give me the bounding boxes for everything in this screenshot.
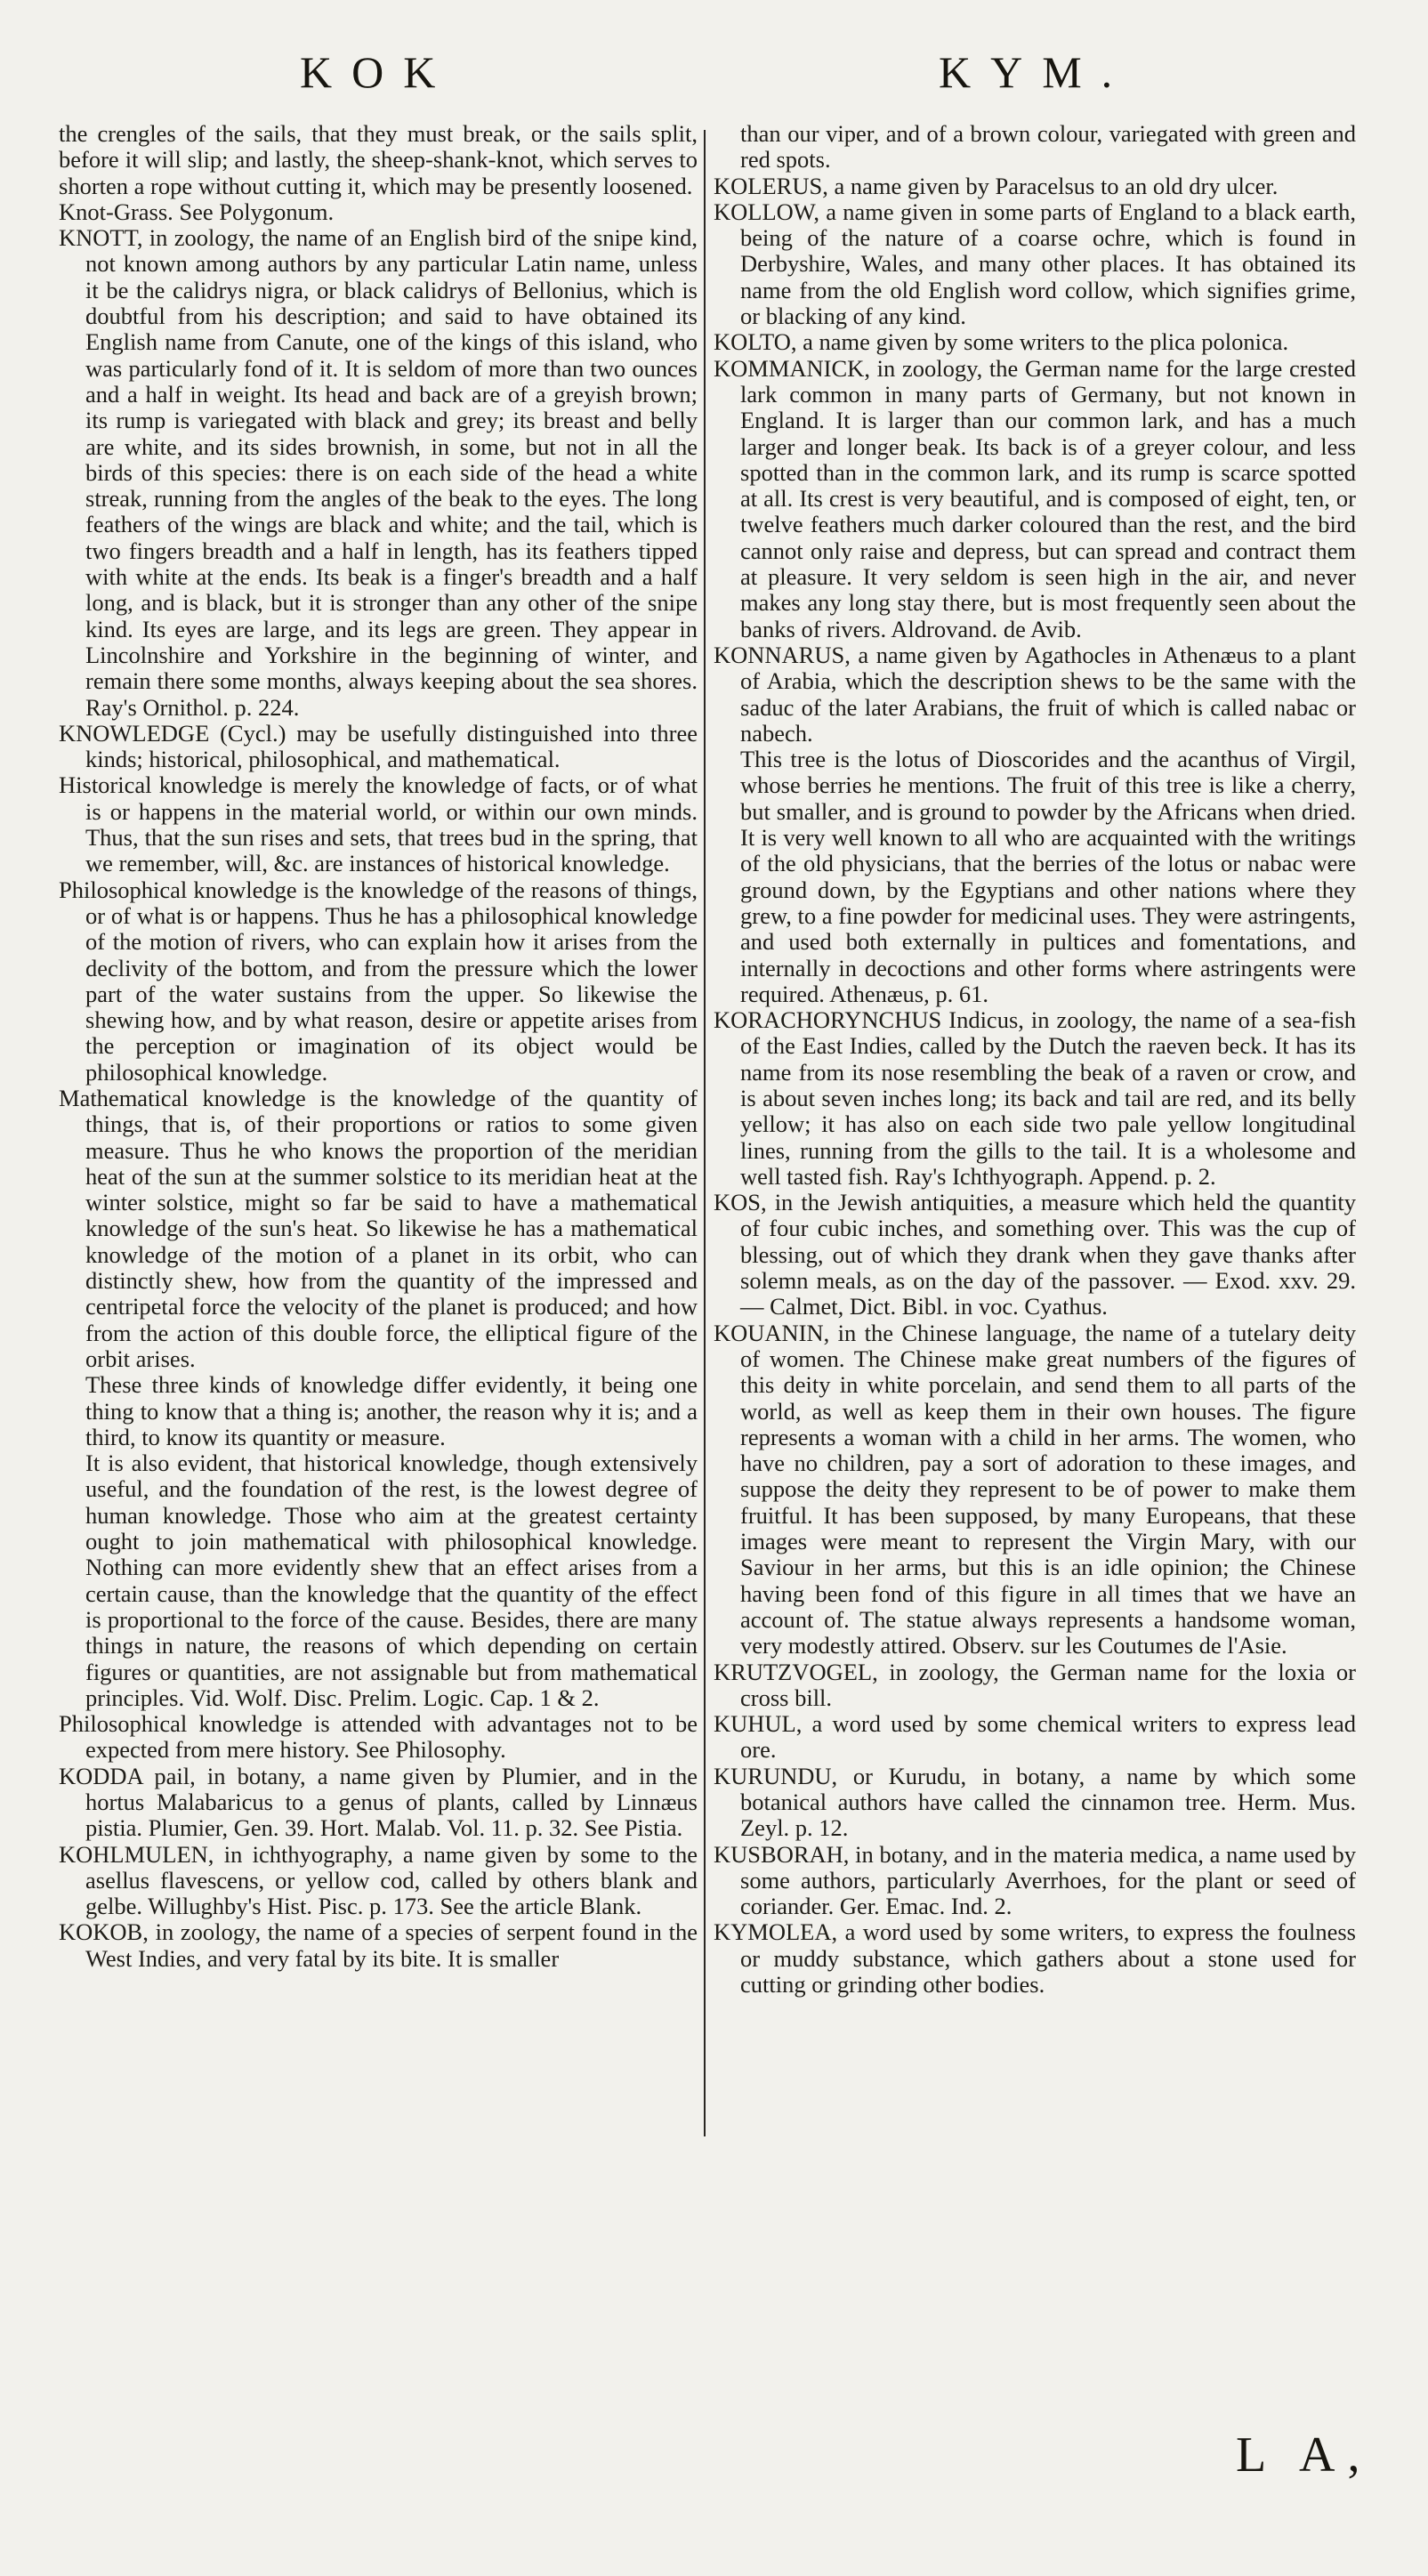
entry-paragraph: Knot-Grass. See Polygonum. [59, 198, 335, 225]
entry-paragraph: KUSBORAH, in botany, and in the materia medica, a name used by some authors, particularly Averrhoes, for the plant or seed of coriander. Ger. Emac. Ind. 2. [714, 1840, 1356, 1920]
running-head-right: KYM. [939, 47, 1133, 97]
entry-paragraph: KOLERUS, a name given by Paracelsus to an old dry ulcer. [714, 172, 1279, 199]
entry-paragraph: These three kinds of knowledge differ evidently, it being one thing to know that a thing is; another, the reason why it is; and a third, to know its quantity or measure. [85, 1371, 698, 1450]
entry-paragraph: KOLTO, a name given by some writers to the plica polonica. [714, 328, 1289, 356]
entry-paragraph: KOHLMULEN, in ichthyography, a name given by some to the asellus flavescens, or yellow cod, called by others blank and gelbe. Willughby's Hist. Pisc. p. 173. See the article Blank. [59, 1840, 698, 1920]
entry-paragraph: KUHUL, a word used by some chemical writers to express lead ore. [714, 1710, 1356, 1764]
right-column [714, 121, 1356, 2132]
entry-paragraph: KRUTZVOGEL, in zoology, the German name for the loxia or cross bill. [714, 1658, 1356, 1711]
entry-paragraph: KOMMANICK, in zoology, the German name for the large crested lark common in many parts of Germany, but not known in England. It is larger than our common lark, and has a much larger and longer beak. Its back is of a greyer colour, and less spotted than in the common lark, and its rump is scarce spotted at all. Its crest is very beautiful, and is composed of eight, ten, or twelve feathers much darker coloured than the rest, and the bird cannot only raise and depress, but can spread and contract them at pleasure. It very seldom is seen high in the air, and never makes any long stay there, but is most frequently seen about the banks of rivers. Aldrovand. de Avib. [714, 354, 1356, 642]
entry-paragraph: KORACHORYNCHUS Indicus, in zoology, the name of a sea-fish of the East Indies, called by the Dutch the raeven beck. It has its name from its nose resembling the beak of a raven or crow, and is about seven inches long; its back and tail are red, and its belly yellow; it has also on each side two pale yellow longitudinal lines, running from the gills to the tail. It is a wholesome and well tasted fish. Ray's Ichthyograph. Append. p. 2. [714, 1006, 1356, 1190]
entry-paragraph: KYMOLEA, a word used by some writers, to express the foulness or muddy substance, which gathers about a stone used for cutting or grinding other bodies. [714, 1918, 1356, 1999]
entry-paragraph: KOLLOW, a name given in some parts of England to a black earth, being of the nature of a coarse ochre, which is found in Derbyshire, Wales, and many other places. It has obtained its name from the old English word collow, which signifies grime, or blacking of any kind. [714, 198, 1356, 330]
entry-paragraph: Historical knowledge is merely the knowledge of facts, or of what is or happens in the material world, or within our own minds. Thus, that the sun rises and sets, that trees bud in the spring, that we remember, will, &c. are instances of historical knowledge. [59, 771, 698, 877]
entry-paragraph: KONNARUS, a name given by Agathocles in Athenæus to a plant of Arabia, which the description shews to be the same with the saduc of the later Arabians, the fruit of which is called nabac or nabech. [714, 641, 1356, 747]
entry-paragraph: Mathematical knowledge is the knowledge of the quantity of things, that is, of their proportions or ratios to some given measure. Thus he who knows the proportion of the meridian heat of the sun at the summer solstice to its meridian heat at the winter solstice, might so far be said to have a mathematical knowledge of the sun's heat. So likewise he has a mathematical knowledge of the motion of a planet in its orbit, who can distinctly shew, how from the quantity of the impressed and centripetal force the velocity of the planet is produced; and how from the action of this double force, the elliptical figure of the orbit arises. [59, 1084, 698, 1372]
entry-paragraph: Philosophical knowledge is attended with advantages not to be expected from mere history. See Philosophy. [59, 1710, 698, 1764]
catchword: L A, [1236, 2427, 1373, 2483]
entry-paragraph: the crengles of the sails, that they must break, or the sails split, before it will slip; and lastly, the sheep-shank-knot, which serves to shorten a rope without cutting it, which may be presently loosened. [59, 120, 698, 199]
entry-paragraph: KNOTT, in zoology, the name of an English bird of the snipe kind, not known among authors by any particular Latin name, unless it be the calidrys nigra, or black calidrys of Bellonius, which is doubtful from his description; and said to have obtained its English name from Canute, one of the kings of this island, who was particularly fond of it. It is seldom of more than two ounces and a half in weight. Its head and back are of a greyish brown; its rump is variegated with black and grey; its breast and belly are white, and its sides brownish, in some, but not in all the birds of this species: there is on each side of the head a white streak, running from the angles of the beak to the eyes. The long feathers of the wings are black and white; and the tail, which is two fingers breadth and a half in length, has its feathers tipped with white at the ends. Its beak is a finger's breadth and a half long, and is black, but it is stronger than any other of the snipe kind. Its eyes are large, and its legs are green. They appear in Lincolnshire and Yorkshire in the beginning of winter, and remain there some months, always keeping about the sea shores. Ray's Ornithol. p. 224. [59, 224, 698, 721]
running-head-left: KOK [300, 47, 456, 97]
column-divider [704, 130, 706, 2136]
entry-paragraph: This tree is the lotus of Dioscorides and the acanthus of Virgil, whose berries he mentions. The fruit of this tree is like a cherry, but smaller, and is ground to powder by the Africans when dried. It is very well known to all who are acquainted with the writings of the old physicians, that the berries of the lotus or nabac were ground down, by the Egyptians and other nations where they grew, to a fine powder for medicinal uses. They were astringents, and used both externally in pultices and fomentations, and internally in decoctions and other forms where astringents were required. Athenæus, p. 61. [740, 746, 1356, 1007]
entry-paragraph: It is also evident, that historical knowledge, though extensively useful, and the foundation of the rest, is the lowest degree of human knowledge. Those who aim at the greatest certainty ought to join mathematical with philosophical knowledge. Nothing can more evidently shew that an effect arises from a certain cause, than the knowledge that the quantity of the effect is proportional to the force of the cause. Besides, there are many things in nature, the reasons of which depending on certain figures or quantities, are not assignable but from mathematical principles. Vid. Wolf. Disc. Prelim. Logic. Cap. 1 & 2. [85, 1450, 698, 1711]
left-column [59, 121, 698, 2132]
entry-paragraph: KODDA pail, in botany, a name given by Plumier, and in the hortus Malabaricus to a genus of plants, called by Linnæus pistia. Plumier, Gen. 39. Hort. Malab. Vol. 11. p. 32. See Pistia. [59, 1762, 698, 1842]
entry-paragraph: KNOWLEDGE (Cycl.) may be usefully distinguished into three kinds; historical, philosophical, and mathematical. [59, 719, 698, 773]
entry-paragraph: KURUNDU, or Kurudu, in botany, a name by which some botanical authors have called the cinnamon tree. Herm. Mus. Zeyl. p. 12. [714, 1762, 1356, 1842]
entry-paragraph: than our viper, and of a brown colour, variegated with green and red spots. [740, 120, 1356, 174]
entry-paragraph: KOUANIN, in the Chinese language, the name of a tutelary deity of women. The Chinese make great numbers of the figures of this deity in white porcelain, and send them to all parts of the world, as well as keep them in their own houses. The figure represents a woman with a child in her arms. The women, who have no children, pay a sort of adoration to these images, and suppose the deity they represent to be of power to make them fruitful. It has been supposed, by many Europeans, that these images were meant to represent the Virgin Mary, with our Saviour in her arms, but this is an idle opinion; the Chinese having been fond of this figure in all times that we have an account of. The statue always represents a handsome woman, very modestly attired. Observ. sur les Coutumes de l'Asie. [714, 1319, 1356, 1659]
entry-paragraph: Philosophical knowledge is the knowledge of the reasons of things, or of what is or happens. Thus he has a philosophical knowledge of the motion of rivers, who can explain how it arises from the declivity of the bottom, and from the pressure which the lower part of the water sustains from the upper. So likewise the shewing how, and by what reason, desire or appetite arises from the perception or imagination of its object would be philosophical knowledge. [59, 876, 698, 1086]
entry-paragraph: KOKOB, in zoology, the name of a species of serpent found in the West Indies, and very fatal by its bite. It is smaller [59, 1918, 698, 1972]
entry-paragraph: KOS, in the Jewish antiquities, a measure which held the quantity of four cubic inches, and something over. This was the cup of blessing, out of which they drank when they gave thanks after solemn meals, as on the day of the passover. — Exod. xxv. 29. — Calmet, Dict. Bibl. in voc. Cyathus. [714, 1189, 1356, 1320]
